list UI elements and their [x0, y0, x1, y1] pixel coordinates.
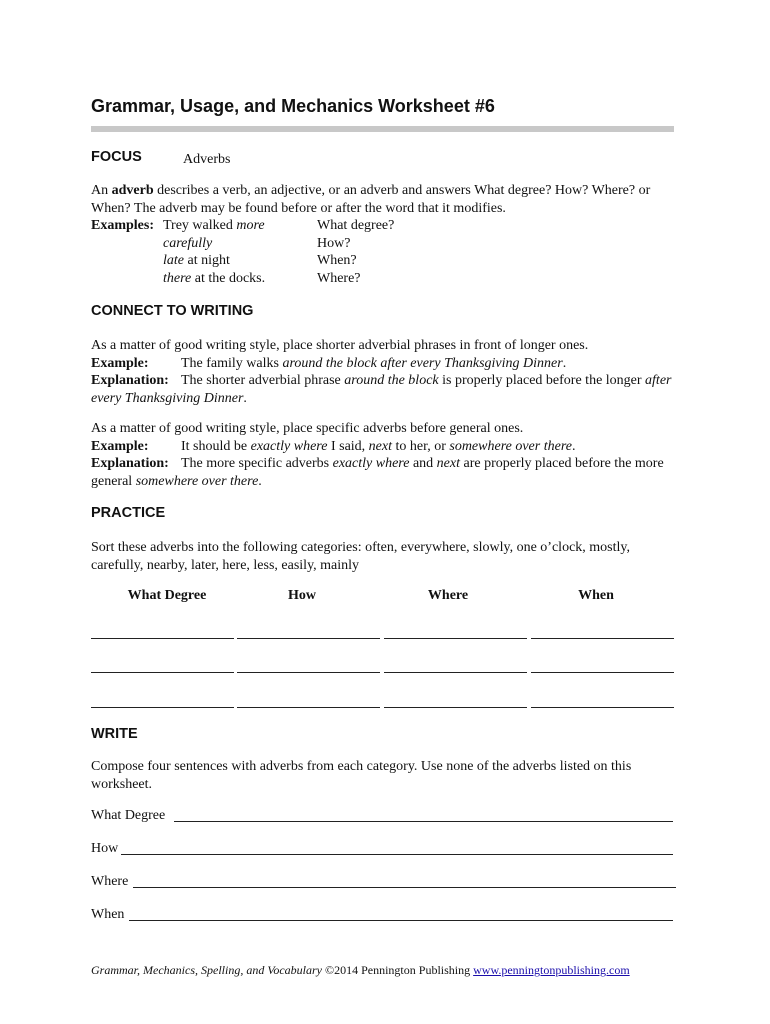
- footer-link[interactable]: www.penningtonpublishing.com: [473, 963, 630, 977]
- example-text: carefully: [163, 235, 213, 251]
- title-rule: [91, 126, 674, 132]
- definition-post: describes a verb, an adjective, or an adverb and answers What degree? How? Where? or When? The adverb may be found before or after the word that it modifies.: [91, 183, 651, 216]
- footer-book-title: Grammar, Mechanics, Spelling, and Vocabulary: [91, 963, 322, 977]
- answer-blank[interactable]: [237, 672, 380, 673]
- definition-pre: An: [91, 183, 112, 198]
- examples-label: Examples:: [91, 218, 154, 233]
- practice-heading: PRACTICE: [91, 505, 166, 521]
- example-row: [91, 217, 691, 235]
- example-text: late at night: [163, 253, 230, 268]
- focus-topic: Adverbs: [183, 152, 231, 167]
- worksheet-title: Grammar, Usage, and Mechanics Worksheet #6: [91, 96, 495, 116]
- answer-blank[interactable]: [384, 707, 527, 708]
- answer-blank[interactable]: [91, 672, 234, 673]
- answer-blank[interactable]: [531, 672, 674, 673]
- write-prompt: Where: [91, 874, 129, 889]
- answer-blank[interactable]: [91, 707, 234, 708]
- connect-rule-1: As a matter of good writing style, place shorter adverbial phrases in front of longer ones.: [91, 338, 589, 353]
- answer-blank[interactable]: [384, 638, 527, 639]
- connect-rule-2: As a matter of good writing style, place specific adverbs before general ones.: [91, 421, 524, 436]
- example-text: Trey walked more: [163, 218, 265, 233]
- footer-copyright: ©2014 Pennington Publishing: [321, 963, 474, 977]
- answer-blank[interactable]: [91, 638, 234, 639]
- write-blank[interactable]: [133, 887, 676, 888]
- answer-blank[interactable]: [531, 638, 674, 639]
- write-prompt: What Degree: [91, 808, 166, 823]
- write-blank[interactable]: [174, 821, 673, 822]
- column-where: Where: [427, 588, 469, 603]
- connect-example-1: Example: The family walks around the block after every Thanksgiving Dinner.: [91, 355, 567, 371]
- column-when: When: [578, 588, 614, 603]
- write-blank[interactable]: [129, 920, 673, 921]
- practice-instructions: Sort these adverbs into the following categories: often, everywhere, slowly, one o’clock, mostly, carefully, nearby, later, here, less, easily, mainly: [91, 540, 630, 573]
- column-how: How: [288, 588, 316, 603]
- example-text: there at the docks.: [163, 270, 266, 286]
- connect-heading: CONNECT TO WRITING: [91, 303, 254, 319]
- adverb-definition: [91, 182, 691, 217]
- connect-explanation-1: Explanation: The shorter adverbial phrase around the block is properly placed before the longer after every Thanksgiving Dinner.: [91, 373, 672, 406]
- write-instructions: Compose four sentences with adverbs from each category. Use none of the adverbs listed on this worksheet.: [91, 759, 632, 792]
- example-row: [91, 252, 691, 270]
- definition-term: adverb: [111, 183, 154, 198]
- example-question: How?: [317, 235, 351, 251]
- answer-blank[interactable]: [237, 638, 380, 639]
- write-blank[interactable]: [121, 854, 673, 855]
- write-prompt: When: [91, 907, 125, 922]
- footer: [91, 962, 630, 980]
- answer-blank[interactable]: [531, 707, 674, 708]
- example-question: What degree?: [317, 218, 395, 233]
- answer-blank[interactable]: [384, 672, 527, 673]
- focus-label: FOCUS: [91, 149, 142, 165]
- answer-blank[interactable]: [237, 707, 380, 708]
- example-question: When?: [317, 253, 357, 268]
- example-row: [91, 235, 691, 253]
- write-heading: WRITE: [91, 726, 138, 742]
- write-prompt: How: [91, 841, 119, 856]
- column-what-degree: What Degree: [127, 588, 207, 603]
- example-question: Where?: [317, 270, 361, 286]
- connect-explanation-2: Explanation: The more specific adverbs exactly where and next are properly placed before the more general somewhere over there.: [91, 456, 664, 489]
- example-row: [91, 270, 691, 288]
- connect-example-2: Example: It should be exactly where I said, next to her, or somewhere over there.: [91, 438, 576, 454]
